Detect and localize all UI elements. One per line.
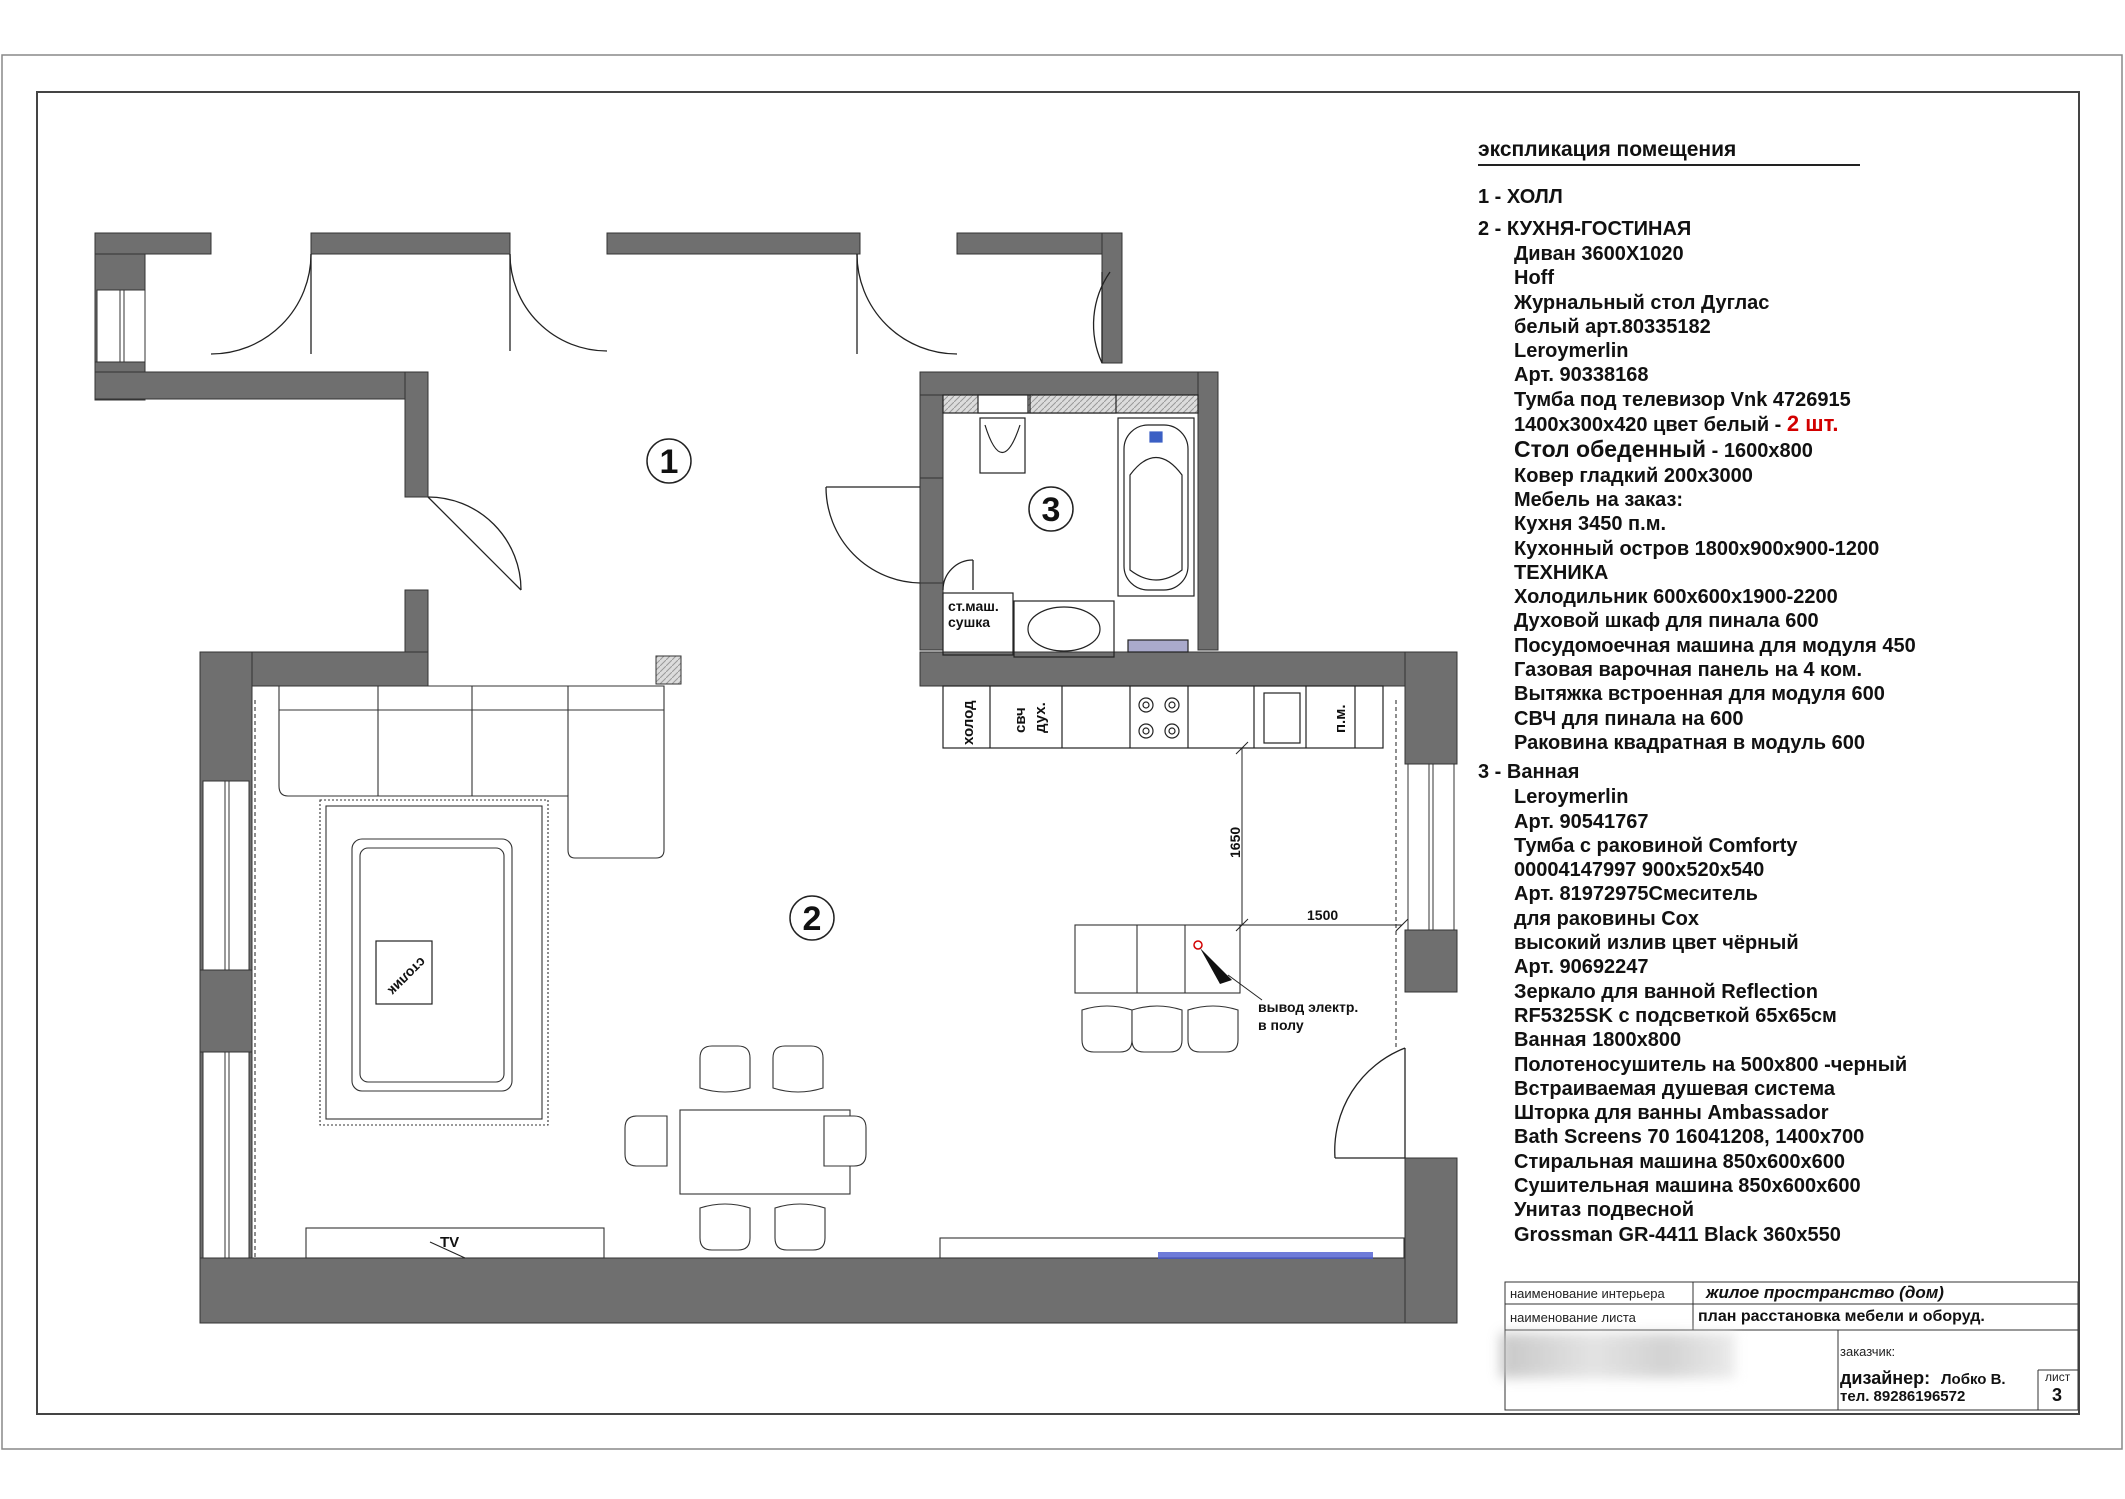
walls xyxy=(95,233,1457,1323)
room3-item: высокий излив цвет чёрный xyxy=(1514,932,1799,955)
tech-item: Духовой шкаф для пинала 600 xyxy=(1514,610,1819,633)
room2-item: Leroymerlin xyxy=(1514,340,1629,363)
room3-item: Арт. 90541767 xyxy=(1514,810,1649,833)
room2-item: Кухонный остров 1800х900х900-1200 xyxy=(1514,537,1880,560)
explication-panel xyxy=(1478,138,2118,1247)
tech-item: Вытяжка встроенная для модуля 600 xyxy=(1514,683,1885,706)
room2-item: Журнальный стол Дуглас xyxy=(1514,291,1770,314)
outlet-label-1: вывод электр. xyxy=(1258,999,1359,1015)
room3-item: Leroymerlin xyxy=(1514,786,1629,809)
dimension-lines xyxy=(1236,742,1408,931)
designer-phone: тел. 89286196572 xyxy=(1840,1388,1966,1405)
tech-item: СВЧ для пинала на 600 xyxy=(1514,707,1744,730)
room-1-heading: 1 - ХОЛЛ xyxy=(1478,186,1563,208)
tv-stand-size-row xyxy=(1478,412,2118,437)
sheet-name-label: наименование листа xyxy=(1510,1310,1636,1325)
tech-item: Холодильник 600х600х1900-2200 xyxy=(1514,586,1838,609)
room3-item: Арт. 90692247 xyxy=(1514,956,1649,979)
oven-label: дух. xyxy=(1032,702,1049,733)
dimension-vertical: 1650 xyxy=(1227,826,1243,858)
chairs xyxy=(625,1006,1238,1250)
room-1-number: 1 xyxy=(659,443,679,481)
room3-item: для раковины Cox xyxy=(1514,907,1700,930)
room2-item: Тумба под телевизор Vnk 4726915 xyxy=(1514,388,1851,411)
dishwasher-label: п.м. xyxy=(1332,704,1349,733)
sheet-label: лист xyxy=(2045,1370,2071,1384)
column xyxy=(656,656,681,684)
coffee-table xyxy=(376,941,432,1004)
room3-item: 00004147997 900х520х540 xyxy=(1514,859,1765,882)
dining-table-row xyxy=(1478,437,2118,463)
tech-item: Раковина квадратная в модуль 600 xyxy=(1514,731,1865,754)
room2-item: Арт. 90338168 xyxy=(1514,364,1649,387)
customer-label: заказчик: xyxy=(1840,1344,1896,1359)
room3-item: Grossman GR-4411 Black 360х550 xyxy=(1514,1223,1841,1246)
room-3-number: 3 xyxy=(1041,491,1061,529)
tv-stand-qty: 2 шт. xyxy=(1786,411,1839,437)
room2-item: белый арт.80335182 xyxy=(1514,315,1711,338)
dining-table-name: Стол обеденный xyxy=(1514,436,1707,463)
windows xyxy=(97,290,1454,1258)
room3-item: Арт. 81972975Смеситель xyxy=(1514,883,1758,906)
room3-item: Полотеносушитель на 500х800 -черный xyxy=(1514,1053,1908,1076)
room2-item: Диван 3600Х1020 xyxy=(1514,243,1684,265)
tv-label: TV xyxy=(440,1234,460,1251)
room3-item: Зеркало для ванной Reflection xyxy=(1514,980,1818,1003)
coffee-table-label: столик xyxy=(385,954,430,999)
room3-item: Стиральная машина 850х600х600 xyxy=(1514,1150,1846,1173)
room2-item: Ковер гладкий 200х3000 xyxy=(1514,464,1753,487)
sheet-number: 3 xyxy=(2052,1385,2063,1405)
room-2-heading: 2 - КУХНЯ-ГОСТИНАЯ xyxy=(1478,218,1692,240)
tech-heading: ТЕХНИКА xyxy=(1514,561,1609,584)
fridge-label: холод xyxy=(960,700,977,745)
room2-item: Кухня 3450 п.м. xyxy=(1514,513,1667,536)
room3-item: Встраиваемая душевая система xyxy=(1514,1077,1835,1100)
washer-label-1: ст.маш. xyxy=(948,598,999,614)
designer-label: дизайнер: xyxy=(1840,1368,1931,1388)
title-block-text xyxy=(1500,1282,2078,1410)
room3-item: Bath Screens 70 16041208, 1400х700 xyxy=(1514,1126,1865,1149)
explication-title: экспликация помещения xyxy=(1478,138,1860,166)
room3-item: RF5325SK с подсветкой 65х65см xyxy=(1514,1004,1837,1027)
designer-name: Лобко В. xyxy=(1941,1371,2006,1388)
radiator xyxy=(1158,1252,1373,1259)
floor-outlet xyxy=(1194,941,1262,1000)
tech-item: Газовая варочная панель на 4 ком. xyxy=(1514,659,1863,682)
room-markers xyxy=(647,439,1073,940)
room3-item: Шторка для ванны Ambassador xyxy=(1514,1102,1829,1125)
microwave-label: свч xyxy=(1012,707,1029,733)
outlet-label-2: в полу xyxy=(1258,1017,1304,1033)
tv-stand-size: 1400х300х420 цвет белый - xyxy=(1514,414,1787,437)
washer-label-2: сушка xyxy=(948,614,991,630)
kitchen-units xyxy=(943,686,1383,748)
room3-item: Сушительная машина 850х600х600 xyxy=(1514,1174,1861,1197)
interior-value: жилое пространство (дом) xyxy=(1706,1283,1944,1302)
room3-item: Ванная 1800х800 xyxy=(1514,1029,1682,1052)
room-2-number: 2 xyxy=(802,900,822,938)
interior-label: наименование интерьера xyxy=(1510,1286,1665,1301)
dining-table-size: - 1600х800 xyxy=(1706,440,1813,463)
tech-item: Посудомоечная машина для модуля 450 xyxy=(1514,634,1916,657)
room3-item: Унитаз подвесной xyxy=(1514,1199,1695,1222)
room2-item: Мебель на заказ: xyxy=(1514,488,1684,511)
room-3-heading: 3 - Ванная xyxy=(1478,761,1580,784)
dimension-horizontal: 1500 xyxy=(1307,907,1339,923)
room3-item: Тумба с раковиной Comforty xyxy=(1514,834,1798,857)
room2-item: Hoff xyxy=(1514,267,1554,290)
sheet-name-value: план расстановка мебели и оборуд. xyxy=(1698,1308,1985,1325)
